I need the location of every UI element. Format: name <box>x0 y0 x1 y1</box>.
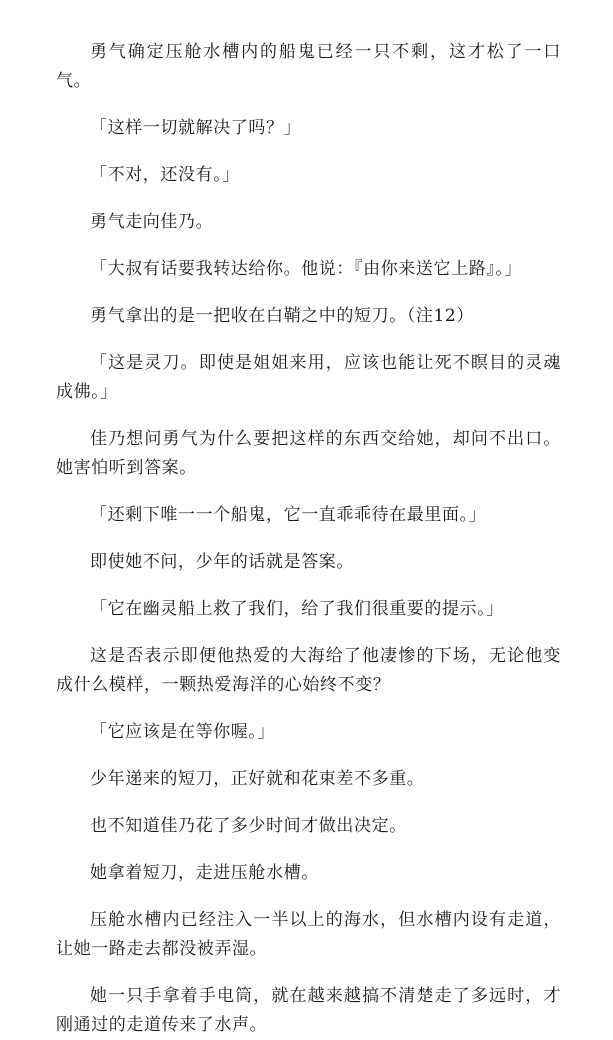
paragraph: 「它在幽灵船上救了我们，给了我们很重要的提示。」 <box>90 599 504 619</box>
paragraph: 她一只手拿着手电筒，就在越来越搞不清楚走了多远时，才刚通过的走道传来了水声。 <box>56 986 561 1035</box>
paragraph: 「它应该是在等你喔。」 <box>90 722 276 742</box>
paragraph: 「这样一切就解决了吗？」 <box>90 118 302 138</box>
paragraph: 勇气走向佳乃。 <box>90 212 214 232</box>
paragraph: 少年递来的短刀，正好就和花束差不多重。 <box>90 769 425 789</box>
paragraph: 也不知道佳乃花了多少时间才做出决定。 <box>90 816 407 836</box>
paragraph: 「还剩下唯一一个船鬼，它一直乖乖待在最里面。」 <box>90 505 487 525</box>
paragraph: 佳乃想问勇气为什么要把这样的东西交给她，却问不出口。她害怕听到答案。 <box>56 429 561 478</box>
paragraph: 「这是灵刀。即使是姐姐来用，应该也能让死不瞑目的灵魂成佛。」 <box>56 353 561 402</box>
paragraph: 「不对，还没有。」 <box>90 165 240 185</box>
paragraph: 勇气确定压舱水槽内的船鬼已经一只不剩，这才松了一口气。 <box>56 42 561 91</box>
paragraph: 勇气拿出的是一把收在白鞘之中的短刀。（注12） <box>90 306 474 326</box>
paragraph: 即使她不问，少年的话就是答案。 <box>90 552 354 572</box>
paragraph: 「大叔有话要我转达给你。他说：『由你来送它上路』。」 <box>90 259 523 279</box>
paragraph: 她拿着短刀，走进压舱水槽。 <box>90 863 319 883</box>
paragraph: 压舱水槽内已经注入一半以上的海水，但水槽内设有走道，让她一路走去都没被弄湿。 <box>56 910 561 959</box>
paragraph: 这是否表示即便他热爱的大海给了他凄惨的下场，无论他变成什么模样，一颗热爱海洋的心始终不变？ <box>56 646 561 695</box>
